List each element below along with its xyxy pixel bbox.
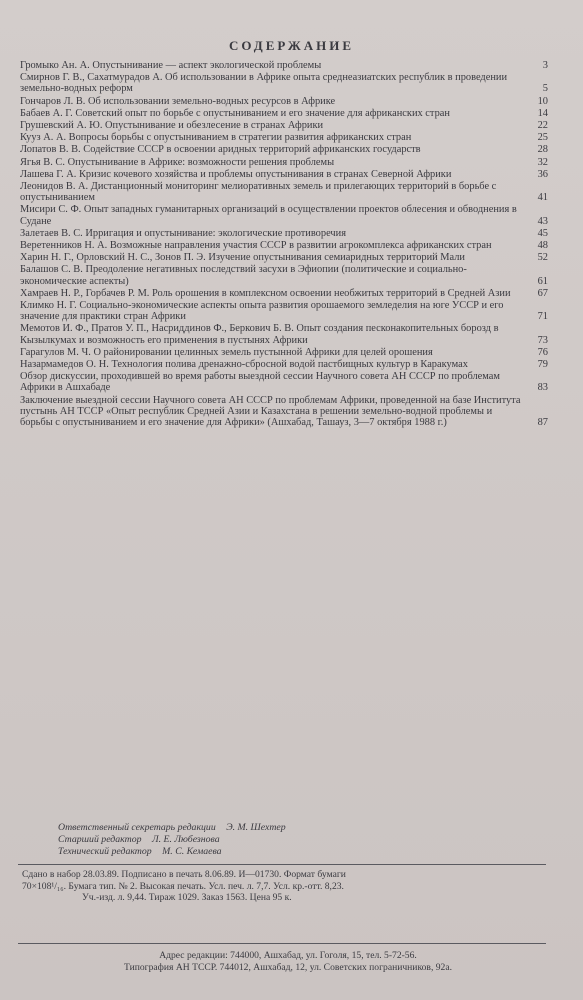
toc-entry-text [20, 323, 522, 345]
toc-entry [20, 240, 548, 251]
toc-title: Опустынивание в Африке: возможности решения проблемы [67, 156, 335, 168]
toc-page-number: 48 [537, 240, 548, 252]
toc-entry-text [20, 144, 522, 155]
toc-page-number: 52 [537, 252, 548, 264]
toc-title: Содействие СССР в освоении аридных территорий африканских государств [83, 144, 421, 156]
toc-page-number: 14 [537, 107, 548, 119]
toc-title: Социально-экономические аспекты опыта развития орошаемого земледелия на юге УССР и его значение для практики стран Африки [20, 300, 504, 323]
toc-title: Технология полива дренажно-сбросной водой пастбищных культур в Каракумах [111, 359, 468, 371]
toc-entry [20, 371, 548, 393]
toc-title: Заключение выездной сессии Научного совета АН СССР по проблемам Африки, проведенной на базе Института пустынь АН ТССР «Опыт республик Средней Азии и Казахстана в решении земельно-водной проблемы и борьбы с опустыниванием и его значение для Африки» (Ашхабад, Ташауз, 3—7 октября 1988 г.) [20, 394, 521, 429]
toc-author: Мемотов И. Ф., Пратов У. П., Насриддинов Ф., Беркович Б. В. [20, 323, 294, 335]
toc-title: О районировании целинных земель пустынной Африки для целей орошения [93, 346, 433, 358]
toc-entry-text [20, 359, 522, 370]
toc-entry [20, 228, 548, 239]
toc-author: Назармамедов О. Н. [20, 359, 109, 371]
toc-page-number: 71 [537, 311, 548, 323]
credit-role: Старший редактор [58, 834, 142, 845]
toc-author: Балашов С. В. [20, 264, 83, 276]
toc-entry [20, 72, 548, 94]
imprint-line: 70×108¹/₁₆. Бумага тип. № 2. Высокая печать. Усл. печ. л. 7,7. Усл. кр.-отт. 8,23. [22, 880, 344, 892]
address-block [28, 950, 548, 974]
toc-entry [20, 181, 548, 203]
toc-title: Дистанционный мониторинг мелиоративных земель и прилегающих территорий в борьбе с опустыниванием [20, 181, 497, 204]
toc-entry [20, 157, 548, 168]
toc-entry-text [20, 96, 522, 107]
toc-entry [20, 359, 548, 370]
toc-title: Преодоление негативных последствий засухи в Эфиопии (политические и социально-экономические аспекты) [20, 264, 467, 287]
toc-entry-text [20, 204, 522, 226]
toc-author: Ягья В. С. [20, 156, 65, 168]
toc-author: Залетаев В. С. [20, 227, 83, 239]
toc-title: Опустынивание — аспект экологической проблемы [92, 60, 322, 71]
printing-address: Типография АН ТССР. 744012, Ашхабад, 12, ул. Советских пограничников, 92а. [124, 962, 452, 973]
toc-title: Опыт создания песконакопительных борозд в Кызылкумах и возможность его применения в пустынях Африки [20, 323, 499, 346]
toc-title: Об использовании земельно-водных ресурсов в Африке [87, 95, 336, 107]
toc-page-number: 36 [537, 168, 548, 180]
toc-title: Роль орошения в комплексном освоении необжитых территорий в Средней Азии [152, 287, 511, 299]
credit-line [58, 834, 538, 846]
toc-title: Ирригация и опустынивание: экологические противоречия [85, 227, 346, 239]
table-of-contents [20, 60, 548, 429]
toc-entry-text [20, 300, 522, 322]
toc-entry [20, 96, 548, 107]
divider [18, 864, 546, 865]
toc-title: Кризис кочевого хозяйства и проблемы опустынивания в странах Северной Африки [79, 168, 452, 180]
toc-entry [20, 395, 548, 429]
credit-line [58, 846, 538, 858]
toc-author: Харин Н. Г., Орловский Н. С., Зонов П. Э. [20, 252, 206, 264]
credit-name: Э. М. Шехтер [226, 822, 286, 833]
toc-entry [20, 120, 548, 131]
toc-author: Лопатов В. В. [20, 144, 81, 156]
toc-entry-text [20, 157, 522, 168]
page-title: СОДЕРЖАНИЕ [228, 38, 355, 53]
toc-page-number: 61 [537, 275, 548, 287]
toc-entry-text [20, 72, 522, 94]
toc-page-number: 83 [537, 382, 548, 394]
toc-author: Климко Н. Г. [20, 300, 77, 312]
imprint-line: Уч.-изд. л. 9,44. Тираж 1029. Заказ 1563. Цена 95 к. [82, 892, 292, 903]
toc-title: Об использовании в Африке опыта среднеазиатских республик в проведении земельно-водных реформ [20, 72, 508, 95]
toc-author: Громыко Ан. А. [20, 60, 90, 71]
toc-entry-text [20, 120, 522, 131]
toc-page-number: 10 [537, 95, 548, 107]
editorial-credits [58, 822, 538, 858]
toc-title: Опустынивание и обезлесение в странах Африки [105, 120, 324, 132]
toc-author: Кууз А. А. [20, 132, 67, 144]
imprint-line: Сдано в набор 28.03.89. Подписано в печать 8.06.89. И—01730. Формат бумаги [22, 869, 346, 880]
toc-entry [20, 60, 548, 71]
toc-author: Лашева Г. А. [20, 168, 77, 180]
toc-page-number: 25 [537, 132, 548, 144]
toc-page-number: 5 [542, 83, 548, 95]
toc-page-number: 41 [537, 192, 548, 204]
toc-page-number: 28 [537, 144, 548, 156]
toc-page-number: 32 [537, 156, 548, 168]
editorial-address: Адрес редакции: 744000, Ашхабад, ул. Гоголя, 15, тел. 5-72-56. [159, 950, 417, 961]
toc-entry-text [20, 371, 522, 393]
toc-author: Грушевский А. Ю. [20, 120, 103, 132]
toc-page-number: 73 [537, 334, 548, 346]
toc-entry [20, 288, 548, 299]
toc-entry-text [20, 264, 522, 286]
toc-entry-text [20, 347, 522, 358]
imprint-block [22, 869, 548, 904]
toc-entry [20, 169, 548, 180]
toc-author: Веретенников Н. А. [20, 240, 108, 252]
toc-author: Леонидов В. А. [20, 181, 89, 193]
toc-page-number: 76 [537, 346, 548, 358]
toc-page-number: 43 [537, 215, 548, 227]
toc-title: Советский опыт по борьбе с опустыниванием и его значение для африканских стран [75, 107, 450, 119]
toc-page-number: 67 [537, 287, 548, 299]
toc-entry-text [20, 108, 522, 119]
toc-entry-text [20, 132, 522, 143]
toc-page-number: 3 [542, 60, 548, 71]
toc-page-number: 79 [537, 359, 548, 371]
toc-title: Возможные направления участия СССР в развитии агрокомплекса африканских стран [109, 240, 492, 252]
toc-entry [20, 204, 548, 226]
credit-role: Технический редактор [58, 846, 152, 857]
toc-entry [20, 252, 548, 263]
toc-entry-text [20, 288, 522, 299]
toc-entry [20, 323, 548, 345]
toc-author: Гарагулов М. Ч. [20, 346, 91, 358]
credit-role: Ответственный секретарь редакции [58, 822, 216, 833]
toc-author: Мисири С. Ф. [20, 204, 82, 216]
toc-page-number: 87 [537, 417, 548, 429]
toc-author: Смирнов Г. В., Сахатмурадов А. [20, 72, 163, 84]
toc-title: Обзор дискуссии, проходившей во время работы выездной сессии Научного совета АН СССР по проблемам Африки в Ашхабаде [20, 371, 500, 394]
toc-entry-text [20, 240, 522, 251]
toc-entry [20, 132, 548, 143]
toc-entry-text [20, 181, 522, 203]
toc-entry-text [20, 169, 522, 180]
toc-title: Изучение опустынивания семиаридных территорий Мали [208, 252, 465, 264]
divider [18, 943, 546, 944]
credit-line [58, 822, 538, 834]
credit-name: Л. Е. Любезнова [151, 834, 220, 845]
toc-title: Вопросы борьбы с опустыниванием в стратегии развития африканских стран [68, 132, 412, 144]
toc-entry-text [20, 252, 522, 263]
toc-author: Бабаев А. Г. [20, 107, 73, 119]
toc-author: Хамраев Н. Р., Горбачев Р. М. [20, 287, 150, 299]
toc-entry-text [20, 395, 522, 429]
toc-title: Опыт западных гуманитарных организаций в осуществлении проектов облесения и обводнения в Судане [20, 204, 517, 227]
toc-entry [20, 144, 548, 155]
credit-name: М. С. Кемаева [162, 846, 222, 857]
toc-entry-text [20, 228, 522, 239]
toc-author: Гончаров Л. В. [20, 95, 86, 107]
toc-entry [20, 347, 548, 358]
toc-entry [20, 264, 548, 286]
toc-entry [20, 108, 548, 119]
toc-page-number: 22 [537, 120, 548, 132]
toc-entry [20, 300, 548, 322]
toc-entry-text [20, 60, 522, 71]
toc-page-number: 45 [537, 227, 548, 239]
